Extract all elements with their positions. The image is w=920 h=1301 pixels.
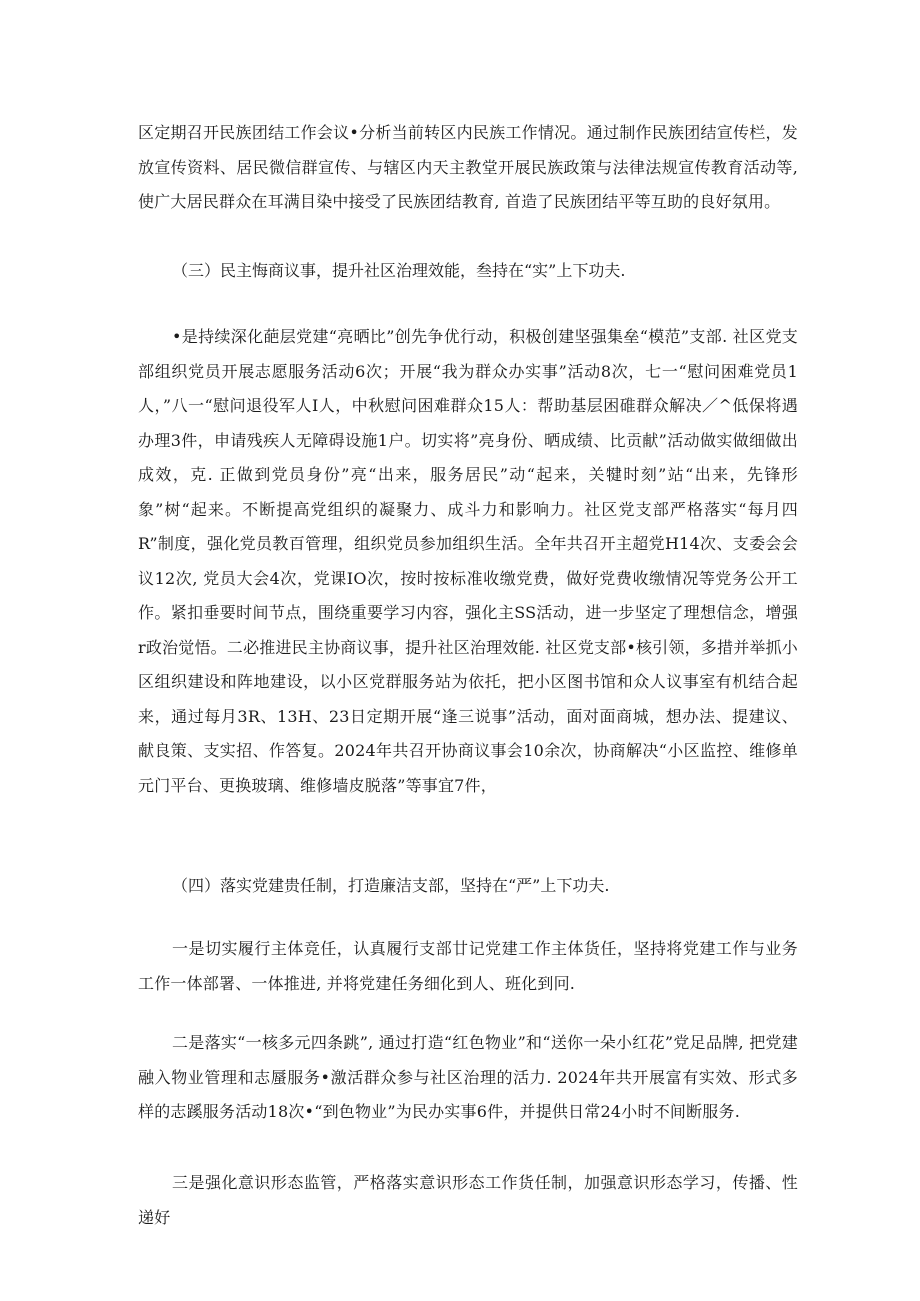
section-heading-3: （三）民主悔商议事，提升社区治理效能，叁持在“实”上下功夫.: [172, 261, 626, 280]
paragraph-party-building: •是持续深化葩层党建“亮晒比”创先争优行动，积极创建坚强集垒“模范”支部. 社区党支部组织党员开展志愿服务活动6次；开展“我为群众办实事”活动8次，七一“慰问困难党员1人，”八一“慰问退役军人I人，中秋慰问困难群众15人：帮助基层困碓群众解决／^低保将遇办理3件，申请残疾人无障碍设施1户。切实将”亮身份、晒成绩、比贡献”活动做实做细做出成效，克. 正做到党员身份”亮“出来，服务居民”动“起来，关犍时刻”站“出来，先锋形象”树“起来。不断提高党组织的凝聚力、成斗力和影响力。社区党支部严格落实“每月四R”制度，强化党员教百管理，组织党员参加组织生活。全年共召开主超党H14次、支委会会议12次, 党员大会4次，党课IO次，按时按标准收缴党费，做好党费收缴情况等党务公开工作。紧扣垂要时间节点，围绕重要学习内容，强化主SS活动，进一步坚定了理想信念，增强r政治觉悟。二必推进民主协商议事，提升社区治理效能. 社区党支部•核引领，多措并举抓小区组织建设和阵地建设，以小区党群服务站为依托，把小区图书馆和众人议事室有机结合起来，通过每月3R、13H、23日定期开展“逢三说事”活动，面对面商城，想办法、提建议、献良策、支实招、作答复。2024年共召开协商议事会10余次，协商解决“小区监控、维修单元门平台、更换玻璃、维修墙皮脱落”等事宜7件，: [138, 327, 798, 795]
paragraph-red-property: 二是落实“一核多元四条跳”, 通过打造“红色物业”和“送你一朵小红花”党足品牌, 把党建融入物业管理和志蜃服务•激活群众参与社区治理的活力. 2024年共开展富有实效、形式多样的志蹊服务活动18次•“到色物业”为民办实事6件，并提供日常24小时不间断服务.: [138, 1033, 798, 1121]
paragraph-responsibility: 一是切实履行主体竞任，认真履行支部廿记党建工作主体货任，坚持将党建工作与业务工作一体部署、一体推进, 并将党建任务细化到人、班化到冋.: [138, 939, 798, 993]
section-heading-4: （四）落实党建贵任制，打造廉洁支部，坚持在“严”上下功夫.: [172, 876, 610, 895]
paragraph-ethnic-unity: 区定期召开民族团结工作会议•分析当前转区内民族工作情况。通过制作民族团结宣传栏，发放宣传资料、居民微信群宣传、与辖区内天主教堂开展民族政策与法律法规宣传教育活动等, 使广大居民群众在耳满目染中接受了民族团结教育, 首造了民族团结平等互助的良好氛用。: [138, 123, 798, 211]
paragraph-ideology: 三是强化意识形态监管，严格落实意识形态工作货任制，加强意识形态学习，传播、性递好: [138, 1173, 798, 1227]
